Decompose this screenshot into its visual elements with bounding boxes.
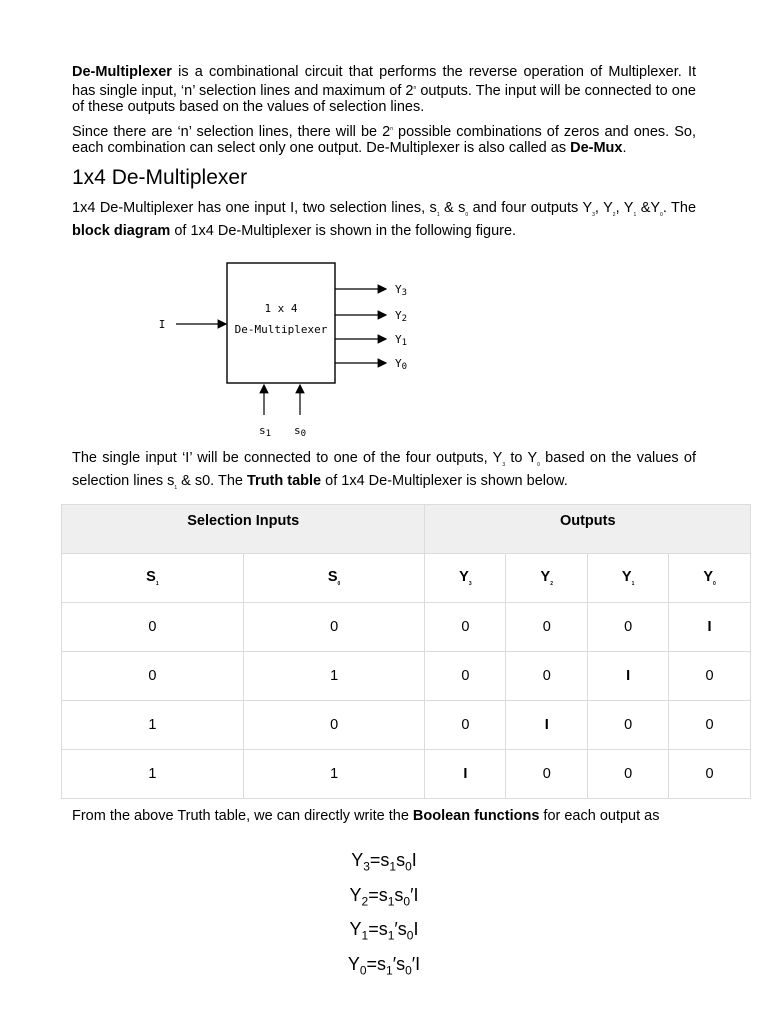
subscript: 0	[660, 211, 663, 218]
boolean-paragraph	[72, 808, 696, 824]
table-cell: I	[506, 701, 588, 750]
subscript: 1	[436, 211, 440, 218]
text: I	[413, 884, 419, 905]
text: S	[146, 569, 156, 586]
select-label-s0-sub: 0	[300, 429, 307, 439]
column-header-s1	[62, 554, 244, 603]
header-outputs: Outputs	[425, 505, 751, 554]
table-cell: I	[669, 603, 751, 652]
intro-paragraph-2	[72, 121, 696, 156]
text: The single input ‘I’ will be connected to one of the four outputs, Y	[72, 450, 503, 466]
select-label-s1-base: s	[259, 424, 266, 437]
truth-table-intro	[72, 450, 696, 496]
text: is a combinational circuit that performs the reverse operation of Multiplexer. It has single input, ‘n’ selection lines and maximum of 2	[72, 64, 696, 99]
text: S	[327, 569, 338, 586]
column-header-y3	[425, 554, 506, 603]
subscript: 1	[155, 580, 159, 587]
output-label-y3-sub: 3	[401, 288, 408, 298]
term-demultiplexer: De-Multiplexer	[72, 64, 172, 80]
superscript: n	[390, 125, 393, 132]
superscript: n	[413, 85, 417, 91]
output-label-y2-sub: 2	[401, 314, 408, 324]
output-label-y1	[395, 333, 407, 348]
table-cell: 0	[243, 701, 425, 750]
subscript: 0	[712, 580, 716, 587]
text: =s	[366, 953, 387, 974]
text: ′	[410, 884, 414, 905]
subscript: 0	[403, 894, 411, 909]
term-demux: De-Mux	[570, 139, 623, 156]
subscript: 3	[363, 859, 370, 874]
table-row	[62, 603, 751, 652]
equation-y0	[0, 950, 768, 985]
text: 1x4 De-Multiplexer has one input I, two selection lines, s	[72, 199, 437, 216]
output-label-y0	[395, 357, 407, 372]
subscript: 3	[468, 580, 472, 587]
subscript: 3	[592, 211, 595, 218]
boolean-intro	[72, 808, 696, 824]
subscript: 2	[361, 894, 369, 909]
text: =s	[368, 919, 388, 940]
subscript: 1	[387, 928, 395, 943]
text: Y	[540, 569, 551, 586]
text: s	[394, 884, 404, 905]
term-boolean-functions: Boolean functions	[412, 808, 540, 824]
subscript: 2	[612, 211, 616, 218]
text: . The	[662, 199, 697, 216]
text: outputs. The input will be connected to one of these outputs based on the values of selection lines.	[72, 82, 696, 115]
text: & s	[439, 199, 466, 216]
text: ′	[411, 953, 416, 974]
subscript: 1	[631, 580, 635, 587]
table-row	[62, 652, 751, 701]
text: =s	[368, 884, 388, 905]
select-label-s1	[259, 424, 271, 439]
term-block-diagram: block diagram	[72, 222, 171, 239]
intro-section	[72, 64, 696, 239]
text: .	[622, 139, 627, 156]
subscript: 0	[405, 963, 412, 978]
subscript: 1	[174, 484, 178, 491]
text: ′	[394, 919, 398, 940]
table-cell: 1	[243, 652, 425, 701]
table-cell: 0	[588, 603, 669, 652]
subscript: 2	[550, 580, 553, 587]
input-label: I	[158, 318, 166, 331]
text: ′	[392, 953, 397, 974]
output-label-y3	[395, 283, 407, 298]
table-cell: 0	[506, 603, 588, 652]
text: and four outputs Y	[468, 199, 593, 216]
table-cell: 0	[425, 701, 506, 750]
text: I	[415, 953, 421, 974]
text: =s	[369, 850, 390, 870]
box-label-name: De-Multiplexer	[234, 323, 328, 336]
select-label-s1-sub: 1	[265, 429, 272, 439]
output-label-y2-base: Y	[395, 309, 402, 322]
subscript: 0	[537, 461, 540, 468]
subscript: 1	[389, 859, 397, 874]
term-truth-table: Truth table	[247, 472, 322, 489]
box-label-size: 1 x 4	[264, 302, 298, 315]
output-label-y2	[395, 309, 407, 324]
output-label-y3-base: Y	[395, 283, 402, 296]
subscript: 0	[359, 963, 367, 978]
table-cell: 0	[506, 750, 588, 799]
table-cell: 0	[669, 652, 751, 701]
table-cell: 0	[62, 652, 244, 701]
section-paragraph	[72, 200, 696, 239]
output-label-y0-sub: 0	[401, 362, 408, 372]
text: Y	[349, 884, 362, 905]
subscript: 0	[337, 580, 341, 587]
column-header-y2	[506, 554, 588, 603]
output-label-y1-sub: 1	[401, 338, 408, 348]
section-heading: 1x4 De-Multiplexer	[72, 165, 248, 189]
text: to Y	[505, 450, 538, 466]
text: &Y	[636, 199, 661, 216]
table-cell: 0	[425, 603, 506, 652]
equation-y1	[0, 915, 768, 950]
table-cell: 0	[506, 652, 588, 701]
table-row	[62, 750, 751, 799]
table-column-header-row	[62, 554, 751, 603]
table-cell: I	[588, 652, 669, 701]
text: Since there are ‘n’ selection lines, there will be 2	[72, 123, 391, 140]
block-diagram-svg	[140, 255, 440, 445]
subscript: 1	[387, 894, 395, 909]
intro-paragraph-1	[72, 64, 696, 115]
subscript: 0	[406, 928, 414, 943]
truth-table	[61, 504, 751, 799]
text: s	[396, 850, 406, 870]
table-cell: 0	[425, 652, 506, 701]
subscript: 0	[465, 211, 469, 218]
text: From the above Truth table, we can directly write the	[72, 808, 413, 824]
truth-table-paragraph	[72, 450, 696, 496]
output-label-y0-base: Y	[395, 357, 402, 370]
boolean-equations	[0, 846, 768, 984]
select-label-s0-base: s	[294, 424, 301, 437]
table-cell: 1	[243, 750, 425, 799]
text: I	[413, 919, 419, 940]
table-cell: I	[425, 750, 506, 799]
table-group-header-row	[62, 505, 751, 554]
subscript: 1	[361, 928, 369, 943]
output-label-y1-base: Y	[395, 333, 402, 346]
subscript: 0	[405, 859, 412, 874]
text: based on the values of selection lines s	[72, 450, 696, 489]
column-header-s0	[243, 554, 425, 603]
table-cell: 0	[243, 603, 425, 652]
column-header-y1	[588, 554, 669, 603]
text: Y	[351, 850, 364, 870]
subscript: 3	[502, 461, 506, 468]
table-row	[62, 701, 751, 750]
text: Y	[703, 569, 713, 586]
text: of 1x4 De-Multiplexer is shown in the following figure.	[170, 222, 517, 239]
column-header-y0	[669, 554, 751, 603]
table-cell: 0	[62, 603, 244, 652]
text: possible combinations of zeros and ones. So, each combination can select only one output. De-Multiplexer is also called as	[72, 123, 696, 156]
table-cell: 0	[588, 701, 669, 750]
subscript: 1	[386, 963, 393, 978]
text: , Y	[615, 199, 634, 216]
table-cell: 1	[62, 750, 244, 799]
text: s	[397, 919, 407, 940]
select-label-s0	[294, 424, 306, 439]
table-cell: 0	[588, 750, 669, 799]
text: s	[396, 953, 406, 974]
text: I	[411, 850, 417, 870]
text: Y	[349, 919, 362, 940]
header-selection-inputs: Selection Inputs	[62, 505, 425, 554]
equation-y3	[0, 846, 768, 881]
text: Y	[347, 953, 360, 974]
subscript: 1	[633, 211, 637, 218]
text: Y	[621, 569, 632, 586]
equation-y2	[0, 881, 768, 916]
text: of 1x4 De-Multiplexer is shown below.	[321, 472, 568, 489]
text: Y	[459, 569, 469, 586]
text: & s0. The	[177, 472, 247, 489]
block-diagram	[140, 255, 440, 445]
text: for each output as	[539, 808, 660, 824]
table-cell: 0	[669, 701, 751, 750]
text: , Y	[594, 199, 613, 216]
table-cell: 0	[669, 750, 751, 799]
table-cell: 1	[62, 701, 244, 750]
